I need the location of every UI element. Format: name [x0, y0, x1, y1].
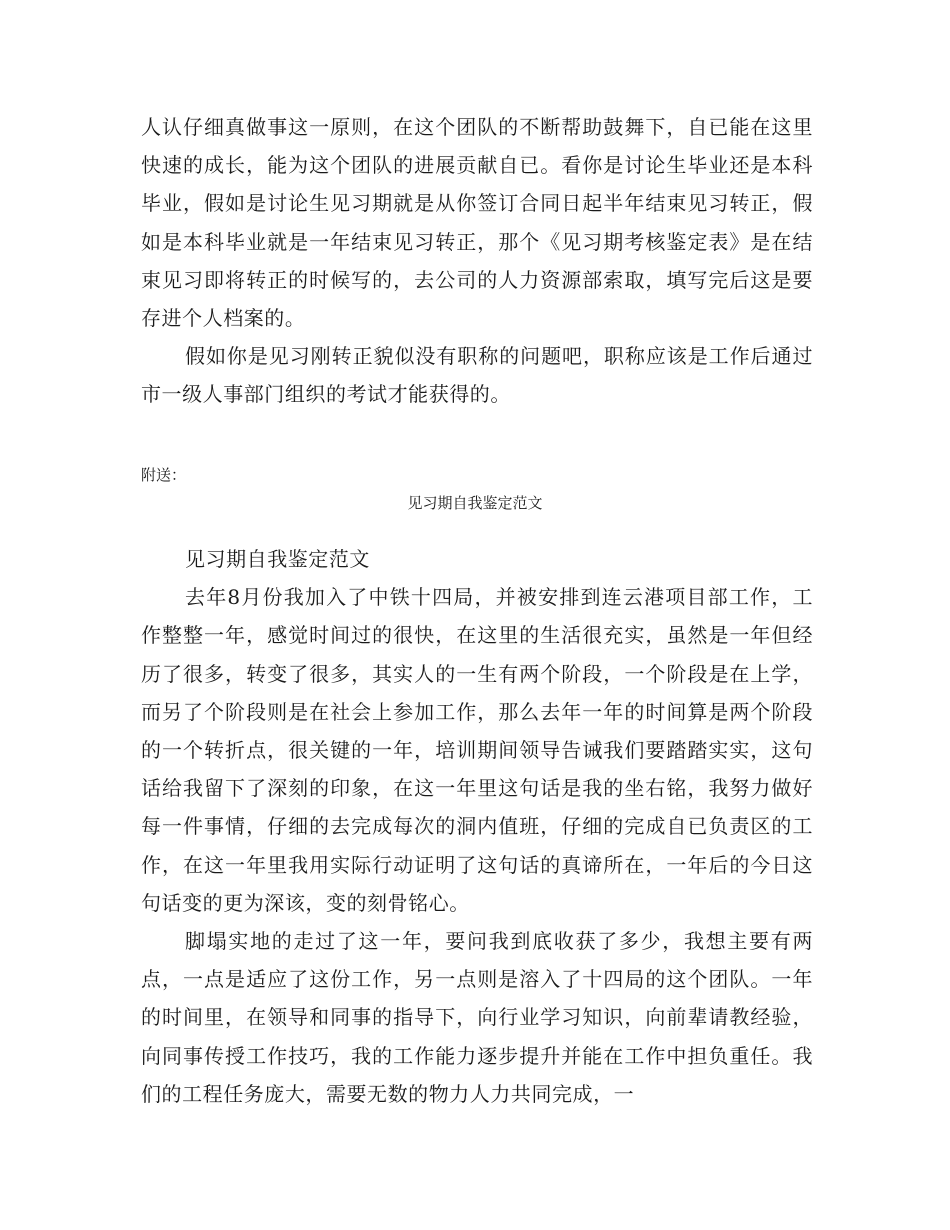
appendix-label: 附送：	[141, 466, 187, 484]
body-section-essay	[141, 540, 813, 1113]
essay-paragraph-1: 去年8月份我加入了中铁十四局，并被安排到连云港项目部工作，工作整整一年，感觉时间过的很快，在这里的生活很充实，虽然是一年但经历了很多，转变了很多，其实人的一生有两个阶段，一个阶段是在上学，而另了个阶段则是在社会上参加工作，那么去年一年的时间算是两个阶段的一个转折点，很关键的一年，培训期间领导告诫我们要踏踏实实，这句话给我留下了深刻的印象，在这一年里这句话是我的坐右铭，我努力做好每一件事情，仔细的去完成每次的洞内值班，仔细的完成自已负责区的工作，在这一年里我用实际行动证明了这句话的真谛所在，一年后的今日这句话变的更为深该，变的刻骨铭心。	[141, 585, 813, 915]
paragraph-continuation: 人认仔细真做事这一原则，在这个团队的不断帮助鼓舞下，自已能在这里快速的成长，能为这个团队的进展贡献自已。看你是讨论生毕业还是本科毕业，假如是讨论生见习期就是从你签订合同日起半年结束见习转正，假如是本科毕业就是一年结束见习转正，那个《见习期考核鉴定表》是在结束见习即将转正的时候写的，去公司的人力资源部索取，填写完后这是要存进个人档案的。	[141, 115, 813, 331]
essay-heading: 见习期自我鉴定范文	[185, 547, 370, 571]
appendix-title: 见习期自我鉴定范文	[407, 494, 543, 512]
body-section-top	[141, 108, 813, 414]
paragraph-title-note: 假如你是见习刚转正貌似没有职称的问题吧，职称应该是工作后通过市一级人事部门组织的考试才能获得的。	[141, 344, 813, 407]
essay-paragraph-2: 脚塌实地的走过了这一年，要问我到底收获了多少，我想主要有两点，一点是适应了这份工作，另一点则是溶入了十四局的这个团队。一年的时间里，在领导和同事的指导下，向行业学习知识，向前辈请教经验，向同事传授工作技巧，我的工作能力逐步提升并能在工作中担负重任。我们的工程任务庞大，需要无数的物力人力共同完成，一	[141, 929, 813, 1106]
